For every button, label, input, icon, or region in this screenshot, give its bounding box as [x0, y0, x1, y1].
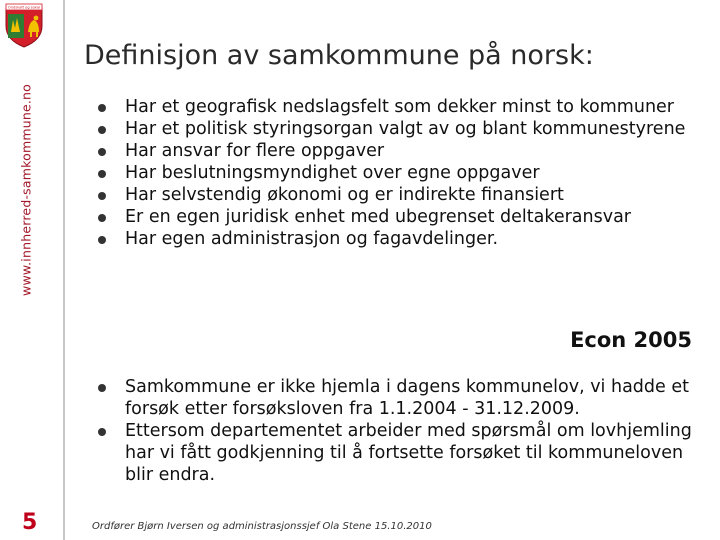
bullet-icon [98, 236, 106, 244]
list-item [98, 96, 710, 118]
bullet-icon [98, 192, 106, 200]
sidebar-divider [63, 0, 65, 540]
municipality-crest-logo [3, 2, 45, 48]
svg-text:Ondskaft og sokal: Ondskaft og sokal [7, 5, 41, 10]
list-item [98, 206, 710, 228]
bullet-icon [98, 170, 106, 178]
status-bullet-list [98, 376, 710, 486]
bullet-icon [98, 428, 106, 436]
bullet-text: Har ansvar for flere oppgaver [125, 141, 385, 161]
bullet-icon [98, 126, 106, 134]
bullet-icon [98, 214, 106, 222]
page-number: 5 [22, 510, 38, 535]
list-item [98, 228, 710, 250]
website-url[interactable]: www.innherred-samkommune.no [18, 84, 34, 296]
bullet-text: Er en egen juridisk enhet med ubegrenset deltakeransvar [125, 207, 632, 227]
definition-bullet-list [98, 96, 710, 250]
bullet-icon [98, 148, 106, 156]
source-citation: Econ 2005 [570, 328, 692, 352]
list-item [98, 376, 710, 420]
slide-footer: Ordfører Bjørn Iversen og administrasjonssjef Ola Stene 15.10.2010 [92, 521, 432, 532]
bullet-text: Ettersom departementet arbeider med spørsmål om lovhjemling har vi fått godkjenning til å fortsette forsøket til kommuneloven blir endra. [125, 421, 692, 485]
list-item [98, 140, 710, 162]
list-item [98, 184, 710, 206]
bullet-text: Har et politisk styringsorgan valgt av og blant kommunestyrene [125, 119, 686, 139]
bullet-icon [98, 104, 106, 112]
bullet-text: Har beslutningsmyndighet over egne oppgaver [125, 163, 540, 183]
list-item [98, 162, 710, 184]
bullet-text: Har egen administrasjon og fagavdelinger. [125, 229, 499, 249]
bullet-text: Samkommune er ikke hjemla i dagens kommunelov, vi hadde et forsøk etter forsøksloven fra 1.1.2004 - 31.12.2009. [125, 377, 689, 419]
bullet-icon [98, 384, 106, 392]
slide-title: Definisjon av samkommune på norsk: [84, 40, 594, 71]
list-item [98, 118, 710, 140]
list-item [98, 420, 710, 486]
bullet-text: Har selvstendig økonomi og er indirekte finansiert [125, 185, 564, 205]
sidebar [0, 0, 64, 540]
bullet-text: Har et geografisk nedslagsfelt som dekker minst to kommuner [125, 97, 674, 117]
